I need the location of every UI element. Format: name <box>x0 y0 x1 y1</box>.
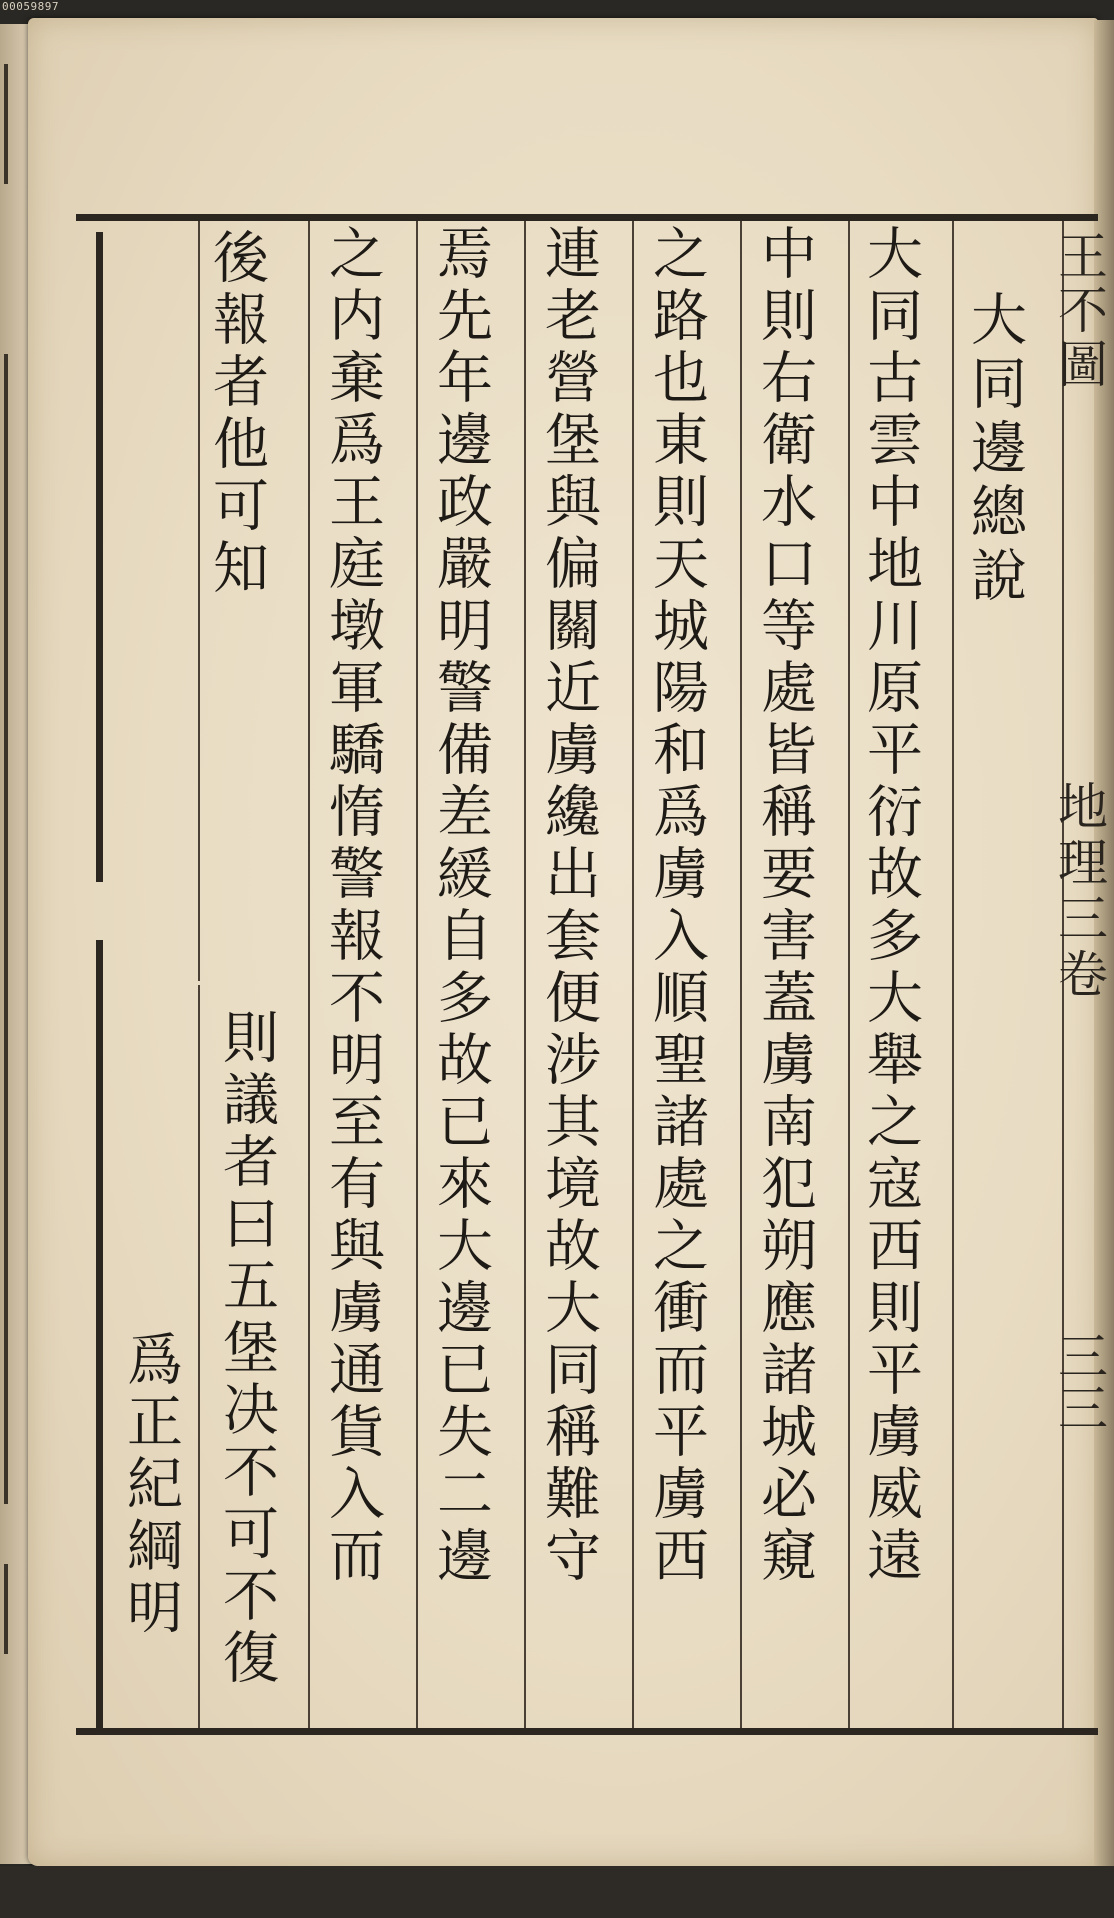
section-title: 大同邊總說 <box>962 290 1027 610</box>
text-column-4: 連老營堡與偏關近虜纔出套便涉其境故大同稱難守 <box>536 224 601 1588</box>
text-column-2: 中則右衛水口等處皆稱要害蓋虜南犯朔應諸城必窺 <box>752 224 817 1588</box>
column-rule <box>416 221 418 1728</box>
text-column-7: 則議者曰五堡决不可不復 <box>214 1008 279 1690</box>
margin-page-number: 三三 <box>1050 1330 1108 1434</box>
frame-left-border-lower <box>96 940 103 1735</box>
left-leaf-rule <box>4 64 8 184</box>
text-column-1: 大同古雲中地川原平衍故多大舉之寇西則平虜威遠 <box>858 224 923 1588</box>
column-rule <box>308 221 310 1728</box>
column-rule <box>198 221 200 981</box>
column-rule <box>632 221 634 1728</box>
text-column-3: 之路也東則天城陽和爲虜入順聖諸處之衝而平虜西 <box>644 224 709 1588</box>
scan-background-bottom <box>0 1866 1114 1918</box>
text-column-6: 之内棄爲王庭墩軍驕惰警報不明至有與虜通貨入而 <box>320 224 385 1588</box>
frame-left-border-upper <box>96 232 103 882</box>
column-rule <box>524 221 526 1728</box>
frame-top-border <box>76 214 1098 221</box>
text-column-8: 後報者他可知 <box>204 228 269 600</box>
column-rule <box>198 985 200 1728</box>
margin-book-title: 王不圖 <box>1050 230 1108 392</box>
left-leaf-rule <box>4 1564 8 1654</box>
column-rule <box>952 221 954 1728</box>
column-rule <box>740 221 742 1728</box>
text-column-5: 焉先年邊政嚴明警備差緩自多故已來大邊已失二邊 <box>428 224 493 1588</box>
margin-section-label: 地理三卷 <box>1050 780 1108 1004</box>
attribution-line: 爲正紀綱明 <box>118 1330 183 1640</box>
frame-bottom-border <box>76 1728 1098 1735</box>
column-rule <box>848 221 850 1728</box>
left-leaf-rule <box>4 354 8 1504</box>
scan-id-label: 00059897 <box>2 0 59 13</box>
